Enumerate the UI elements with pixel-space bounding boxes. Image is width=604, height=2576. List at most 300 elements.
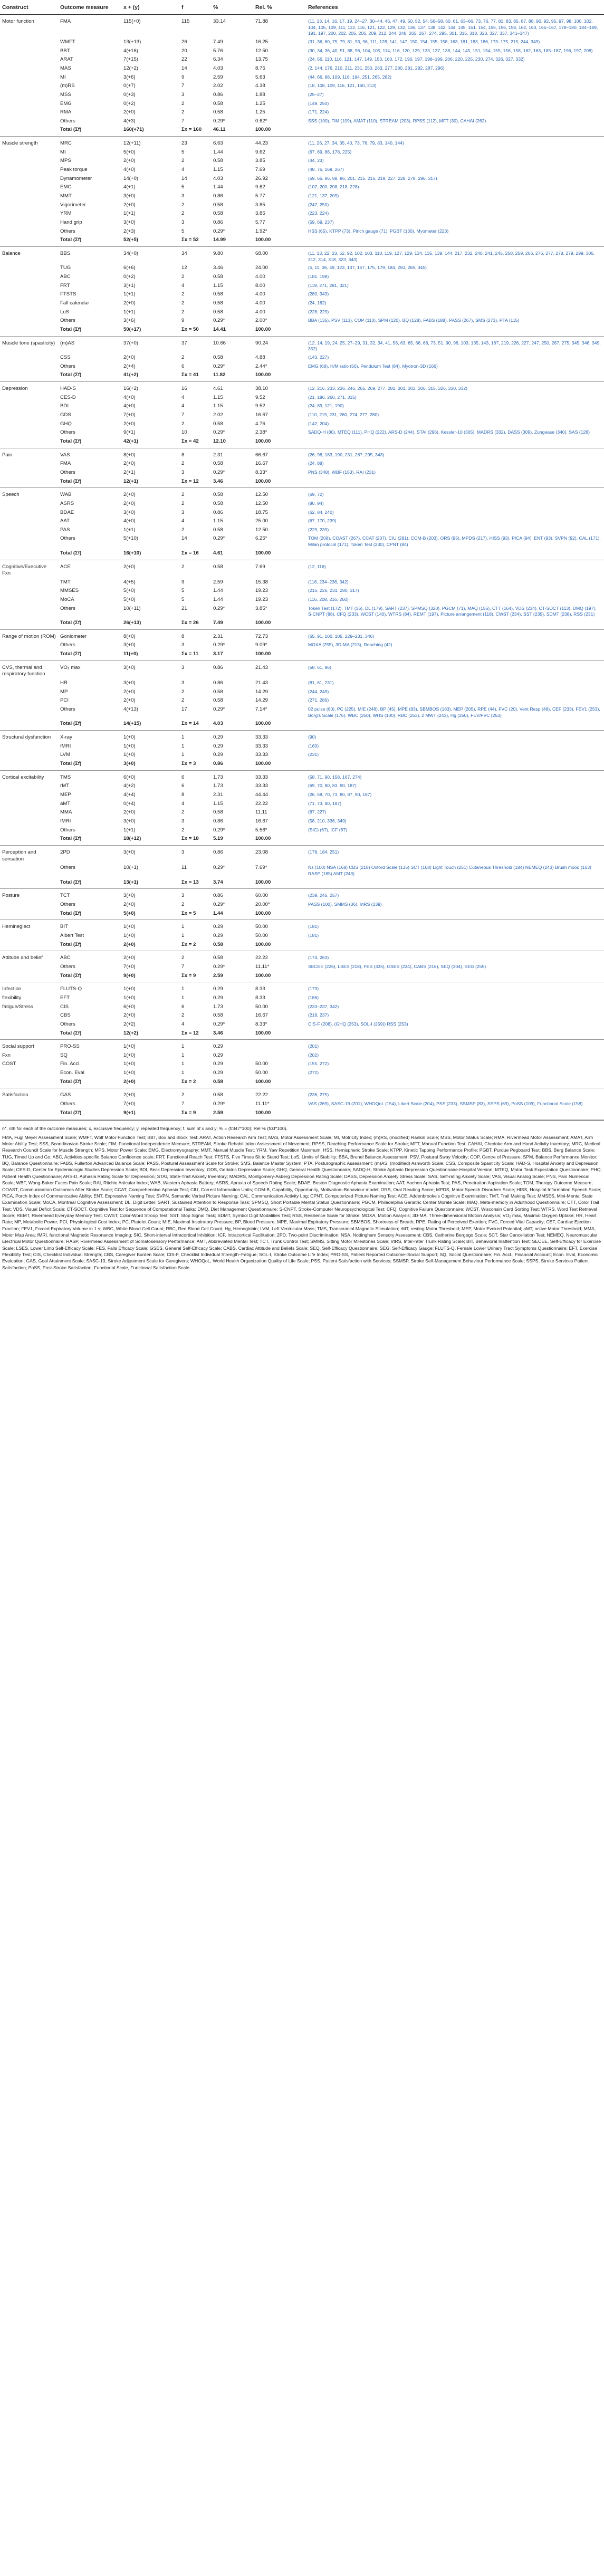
frequency-f-cell: 3 [181,469,185,475]
construct-cell [0,192,58,201]
outcome-measure-cell: MI [60,149,66,155]
frequency-f-cell: Σx = 42 [179,437,211,448]
outcome-measure-cell: PRO-SS [60,1043,80,1050]
outcome-measure-cell: BBT [60,47,70,54]
relative-percent-cell: 100.00 [253,1109,306,1119]
outcome-measure-cell: 2PD [60,849,70,855]
references-cell [306,126,604,136]
outcome-measure-cell: Dynamometer [60,175,92,181]
frequency-xy-cell: 4(+4) [123,792,136,798]
construct-cell [0,73,58,82]
table-row [0,920,604,932]
references-cell [306,477,604,488]
relative-percent-cell: 11.11 [255,809,267,816]
table-row [0,509,604,518]
relative-percent-cell: 9.52 [255,403,265,409]
construct-cell: Satisfaction [2,1092,28,1098]
references-cell: (65, 91, 100, 105, 229–231, 346) [308,633,375,639]
percent-cell: 14.41 [211,325,253,336]
references-cell: (90) [308,734,317,740]
total-row [0,477,604,488]
frequency-xy-cell: 42(+1) [121,437,179,448]
references-cell: (244, 249) [308,688,329,694]
table-row [0,782,604,791]
outcome-measure-cell: Total (Σf) [58,1078,121,1088]
relative-percent-cell: 100.00 [253,835,306,845]
construct-cell [0,1029,58,1040]
table-row [0,679,604,688]
construct-cell [0,100,58,109]
relative-percent-cell: 100.00 [253,760,306,770]
references-cell: (143, 227) [308,355,329,360]
references-cell [306,371,604,381]
construct-cell [0,126,58,136]
percent-cell: 10.66 [213,340,226,346]
outcome-measure-cell: AAT [60,518,70,524]
frequency-f-cell: 20 [181,47,187,54]
frequency-f-cell: 1 [181,734,185,741]
relative-percent-cell: 4.00 [255,300,265,307]
frequency-xy-cell: 4(+0) [123,518,136,524]
construct-cell [0,157,58,166]
outcome-measure-cell: MPS [60,158,71,164]
percent-cell: 0.86 [213,849,223,855]
frequency-xy-cell: 1(+1) [123,210,136,217]
table-row [0,1003,604,1012]
relative-percent-cell: 3.85* [255,605,267,611]
outcome-measure-cell: Others [60,865,75,871]
outcome-measure-cell: VAS [60,452,70,458]
frequency-f-cell: 9 [181,318,185,324]
references-cell: CIS-F (208), (GHQ (253), SOL-I (259)) RSS (253) [308,1021,408,1027]
table-row [0,596,604,605]
outcome-measure-cell: Others [60,228,75,234]
frequency-f-cell: Σx = 26 [179,619,211,629]
percent-cell: 0.29 [213,1043,223,1050]
frequency-xy-cell: 3(+0) [123,219,136,226]
construct-cell [0,696,58,705]
percent-cell: 1.15 [213,282,223,289]
frequency-f-cell: 22 [181,56,187,63]
outcome-measure-cell: GHQ [60,420,72,427]
percent-cell: 0.86 [213,509,223,515]
frequency-f-cell: 9 [181,579,185,585]
total-row [0,325,604,336]
construct-cell: Social support [2,1043,34,1050]
relative-percent-cell: 21.43 [255,680,269,686]
relative-percent-cell: 12.50 [255,492,269,498]
table-row [0,394,604,403]
references-cell: (119, 271, 281, 321) [308,282,349,288]
construct-cell [0,91,58,100]
construct-cell [0,941,58,951]
percent-cell: 0.29 [213,1070,223,1076]
construct-cell [0,817,58,826]
relative-percent-cell: 100.00 [253,1078,306,1088]
column-header: Rel. % [253,2,306,14]
table-row [0,247,604,264]
frequency-xy-cell: 2(+0) [123,1012,136,1019]
frequency-f-cell: 7 [181,411,185,418]
references-cell: (12, 116) [308,563,326,569]
frequency-xy-cell: 6(+0) [123,1003,136,1010]
relative-percent-cell: 100.00 [253,1029,306,1040]
percent-cell: 0.29 [213,924,223,930]
percent-cell: 0.29* [213,318,225,324]
outcome-measure-cell: Others [60,605,75,611]
frequency-xy-cell: 3(+0) [123,642,136,648]
frequency-xy-cell: 3(+0) [123,893,136,899]
total-row [0,878,604,889]
table-row [0,362,604,371]
references-cell: (59, 69, 237) [308,219,334,225]
frequency-f-cell: 1 [181,932,185,939]
construct-cell [0,353,58,362]
construct-cell: Balance [2,251,21,257]
percent-cell: 2.59 [211,972,253,982]
frequency-xy-cell: 18(+12) [121,835,179,845]
outcome-measure-cell: rMT [60,783,70,789]
relative-percent-cell: 100.00 [253,126,306,136]
outcome-measure-cell: MRC [60,140,72,147]
frequency-f-cell: 6 [181,783,185,789]
outcome-measure-cell: BBS [60,251,71,257]
outcome-measure-cell: MMSES [60,588,79,594]
construct-cell [0,201,58,210]
frequency-xy-cell: 2(+0) [123,202,136,208]
frequency-xy-cell: 3(+0) [123,818,136,825]
percent-cell: 0.58 [213,526,223,533]
construct-cell [0,394,58,403]
construct-cell [0,972,58,982]
references-cell [306,972,604,982]
relative-percent-cell: 8.33* [255,469,267,475]
outcome-measure-cell: FRT [60,282,70,289]
outcome-measure-cell: EFT [60,994,70,1001]
table-row [0,696,604,705]
construct-cell [0,864,58,878]
construct-cell [0,402,58,411]
frequency-f-cell: 34 [181,251,187,257]
table-row [0,64,604,73]
percent-cell: 1.73 [213,774,223,780]
relative-percent-cell: 60.00 [255,893,269,899]
frequency-xy-cell: 12(+1) [121,477,179,488]
references-cell: (25–27) [308,91,324,97]
table-row [0,428,604,437]
frequency-f-cell: 14 [181,175,187,181]
outcome-measure-cell: Total (Σf) [58,909,121,920]
frequency-f-cell: 4 [181,403,185,409]
frequency-f-cell: 5 [181,597,185,603]
frequency-f-cell: 5 [181,228,185,234]
percent-cell: 1.15 [213,518,223,524]
frequency-xy-cell: 115(+0) [123,18,141,24]
table-row [0,864,604,878]
construct-cell [0,517,58,526]
construct-cell [0,688,58,697]
percent-cell: 2.59 [211,1109,253,1119]
references-cell: (174, 263) [308,955,329,961]
relative-percent-cell: 7.69 [255,167,265,173]
outcome-measure-cell: Total (Σf) [58,1029,121,1040]
frequency-xy-cell: 10(+1) [123,865,138,871]
relative-percent-cell: 50.00 [255,1070,269,1076]
percent-cell: 0.58 [213,202,223,208]
relative-percent-cell: 22.22 [255,800,269,807]
frequency-xy-cell: 2(+0) [123,300,136,307]
construct-cell: Cognitive/Executive Fxn [2,563,47,577]
frequency-f-cell: 11 [181,865,187,871]
percent-cell: 0.58 [213,688,223,695]
table-row [0,137,604,148]
frequency-xy-cell: 3(+0) [123,509,136,515]
construct-cell [0,299,58,308]
frequency-f-cell: 2 [181,563,185,570]
frequency-f-cell: 3 [181,893,185,899]
percent-cell: 0.58 [213,420,223,427]
construct-cell: Speech [2,492,20,498]
percent-cell: 2.31 [213,792,223,798]
outcome-measure-cell: MSS [60,91,71,98]
construct-cell [0,534,58,549]
frequency-f-cell: Σx = 11 [179,650,211,660]
construct-cell [0,1109,58,1119]
frequency-xy-cell: 2(+0) [123,158,136,164]
construct-cell [0,587,58,596]
references-cell: (69, 72) [308,492,324,497]
percent-cell: 1.44 [211,909,253,920]
frequency-f-cell: Σx = 2 [179,1078,211,1088]
footnote-legend: n*, nth for each of the outcome measures; x, exclusive frequency; y, repeated frequency; f, sum of x and y; % = (f/347*100); Rel % (f/Σf*100). [2,1126,287,1132]
frequency-f-cell: 6 [181,774,185,780]
frequency-xy-cell: 3(+1) [123,282,136,289]
outcome-measure-cell: FMA [60,18,71,24]
relative-percent-cell: 71.88 [255,18,269,24]
table-row [0,175,604,184]
frequency-f-cell: 3 [181,219,185,226]
references-cell: (26, 98, 183, 190, 231, 287, 295, 343) [308,452,385,457]
frequency-xy-cell: 4(+0) [123,403,136,409]
relative-percent-cell: 12.50 [255,500,269,506]
construct-cell: Hemineglect [2,924,31,930]
frequency-xy-cell: 10(+11) [123,605,141,611]
table-row [0,117,604,126]
outcome-measure-cell: WAB [60,492,72,498]
construct-cell [0,500,58,509]
relative-percent-cell: 19.23 [255,597,269,603]
total-row [0,760,604,770]
relative-percent-cell: 3.85 [255,158,265,164]
outcome-measure-cell: MEP [60,792,71,798]
total-row [0,1029,604,1040]
construct-cell [0,273,58,282]
relative-percent-cell: 4.00 [255,274,265,280]
references-cell: SSS (100), FIM (109), AMAT (110), STREAM (203), RPSS (112), MFT (30), CAHAI (262) [308,118,486,123]
table-row [0,751,604,760]
construct-cell [0,932,58,941]
percent-cell: 0.29* [213,1021,225,1027]
frequency-xy-cell: 5(+10) [123,535,138,542]
references-cell: PASS (100), SMMS (36), IrtRS (139) [308,901,382,907]
references-cell: (59, 65, 86, 88, 96, 201, 215, 216, 219, 227, 228, 278, 296, 317) [308,175,437,181]
table-row [0,705,604,720]
total-row [0,972,604,982]
frequency-xy-cell: 2(+0) [123,420,136,427]
table-row [0,560,604,578]
construct-cell: COST [2,1061,16,1067]
references-cell: (247, 250) [308,202,329,207]
references-cell: Ns (100) NSA (168) CBS (218) Oxford Scale (135) SCT (168) Light Touch (251) Cutaneous Threshold (184) NEMEQ (243) Brush mood (163) RASP (185) AMT (243) [308,865,591,876]
table-row [0,1100,604,1109]
frequency-f-cell: 1 [181,743,185,749]
frequency-f-cell: 5 [181,184,185,190]
outcome-measure-cell: ACE [60,563,71,570]
percent-cell: 0.86 [211,760,253,770]
outcome-measure-cell: Total (Σf) [58,835,121,845]
total-row [0,371,604,381]
table-row [0,282,604,291]
table-row [0,82,604,91]
frequency-f-cell: 5 [181,149,185,155]
references-cell: (58, 71, 90, 158, 167, 274) [308,774,362,780]
table-row [0,660,604,679]
outcome-measure-cell: BDI [60,403,69,409]
frequency-xy-cell: 7(+0) [123,1101,136,1107]
percent-cell: 0.58 [213,210,223,217]
table-row [0,55,604,64]
frequency-f-cell: 6 [181,363,185,369]
references-cell: (24, 89, 121, 190) [308,403,344,409]
relative-percent-cell: 16.67 [255,1012,269,1019]
frequency-f-cell: 4 [181,800,185,807]
column-header: x + (y) [121,2,179,14]
references-cell: PNS (348), WBF (153), RAI (231) [308,469,376,475]
relative-percent-cell: 50.00 [255,932,269,939]
percent-cell: 4.03 [211,720,253,730]
total-row [0,1078,604,1088]
total-row [0,1109,604,1119]
construct-cell [0,720,58,730]
table-row [0,264,604,273]
percent-cell: 0.58 [213,291,223,298]
frequency-xy-cell: 2(+0) [123,500,136,506]
frequency-xy-cell: 2(+0) [123,355,136,361]
table-row [0,932,604,941]
percent-cell: 3.46 [211,477,253,488]
outcome-measure-cell: Total (Σf) [58,549,121,560]
frequency-f-cell: 3 [181,193,185,199]
column-header: Outcome measure [58,2,121,14]
references-cell: (229, 239) [308,526,329,532]
percent-cell: 0.29 [213,1061,223,1067]
frequency-f-cell: 3 [181,642,185,648]
outcome-measure-cell: FLUTS-Q [60,986,82,992]
percent-cell: 0.29* [213,901,225,907]
relative-percent-cell [253,1051,306,1060]
construct-cell [0,459,58,468]
total-row [0,549,604,560]
table-row [0,1088,604,1100]
table-row [0,1060,604,1069]
relative-percent-cell: 1.25 [255,100,265,107]
references-cell: SADQ-H (80), MTEQ (111), PHQ (222), ARS-D (244), STAI (296), Kessler-10 (305), MADRS (332), DASS (309), Zungease (340), SAS (128) [308,429,590,435]
frequency-f-cell: 2 [181,158,185,164]
frequency-xy-cell: 4(+0) [123,167,136,173]
percent-cell: 0.29* [213,535,225,542]
references-cell [306,878,604,889]
outcome-measure-cell: Total (Σf) [58,619,121,629]
percent-cell: 3.17 [211,650,253,660]
frequency-f-cell: 2 [181,420,185,427]
frequency-f-cell: 14 [181,535,187,542]
frequency-xy-cell: 0(+3) [123,91,136,98]
frequency-xy-cell: 1(+0) [123,986,136,992]
frequency-f-cell: 4 [181,1021,185,1027]
percent-cell: 0.58 [213,1012,223,1019]
outcome-measure-cell: Total (Σf) [58,650,121,660]
percent-cell: 2.31 [213,633,223,639]
relative-percent-cell: 100.00 [253,972,306,982]
percent-cell: 0.58 [213,955,223,961]
table-row [0,826,604,835]
references-cell [306,549,604,560]
relative-percent-cell: 16.67 [255,818,269,825]
table-row [0,1020,604,1029]
outcome-measure-cell: aMT [60,800,71,807]
column-header: Construct [0,2,58,14]
frequency-xy-cell: 34(+0) [123,251,138,257]
references-cell: (160) [308,743,319,749]
construct-cell [0,477,58,488]
relative-percent-cell: 100.00 [253,437,306,448]
construct-cell: Pain [2,452,13,458]
frequency-f-cell: 2 [181,526,185,533]
relative-percent-cell: 44.44 [255,792,269,798]
outcome-measure-cell: Total (Σf) [58,236,121,246]
table-row [0,1051,604,1060]
construct-cell: flexibility [2,994,22,1001]
relative-percent-cell: 23.08 [255,849,269,855]
relative-percent-cell: 16.67 [255,411,269,418]
frequency-f-cell: Σx = 160 [179,126,211,136]
frequency-f-cell: 2 [181,1012,185,1019]
construct-cell [0,236,58,246]
frequency-xy-cell: 0(+4) [123,800,136,807]
frequency-f-cell: Σx = 18 [179,835,211,845]
frequency-xy-cell: 9(+1) [121,1109,179,1119]
construct-cell [0,782,58,791]
construct-cell [0,317,58,325]
frequency-f-cell: 10 [181,429,187,436]
references-cell: (24, 56, 110, 116, 121, 147, 149, 153, 160, 172, 190, 197, 198–199, 206, 220, 225, 230, 274, 326, 327, 332) [308,56,525,62]
relative-percent-cell: 16.25 [255,39,269,45]
frequency-f-cell: 3 [181,509,185,515]
relative-percent-cell: 9.62 [255,184,265,190]
construct-cell [0,1078,58,1088]
frequency-xy-cell: 2(+0) [121,1078,179,1088]
outcome-measure-cell: MMT [60,193,72,199]
construct-cell [0,175,58,184]
table-row [0,290,604,299]
frequency-xy-cell: 2(+0) [123,563,136,570]
frequency-f-cell: 4 [181,282,185,289]
references-cell: (12, 216, 233, 236, 246, 265, 269, 277, 281, 301, 303, 306, 315, 326, 330, 332) [308,385,467,391]
relative-percent-cell: 5.63 [255,74,265,80]
references-cell: (233–237, 342) [308,1003,339,1009]
references-cell: (69, 70, 80, 83, 90, 187) [308,783,357,789]
references-cell: (110, 215, 231, 260, 274, 277, 280) [308,411,379,417]
